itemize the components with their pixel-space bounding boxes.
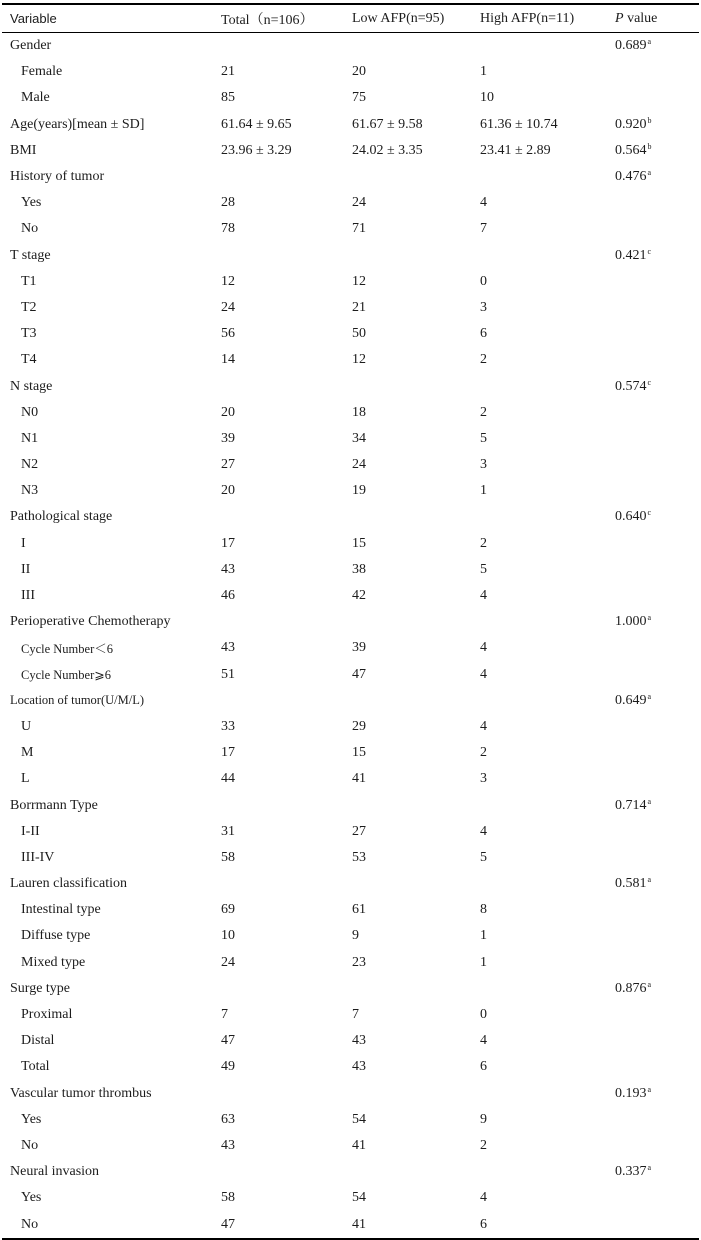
cell-p-value: [615, 719, 699, 735]
cell-low-afp: 23: [352, 954, 366, 970]
cell-high-afp: 6: [480, 326, 487, 342]
row-label: BMI: [10, 142, 37, 158]
table-row: [2, 923, 699, 949]
cell-high-afp: 4: [480, 1033, 487, 1049]
row-label: L: [21, 771, 30, 787]
table-row: [2, 792, 699, 818]
cell-p-value: [615, 798, 699, 814]
row-label: Intestinal type: [21, 902, 101, 918]
row-label: Proximal: [21, 1007, 73, 1023]
row-label: Pathological stage: [10, 509, 113, 525]
header-low-afp: Low AFP(n=95): [352, 10, 445, 26]
clinical-characteristics-table: [2, 3, 699, 1240]
p-value-footnote-mark: a: [647, 1163, 652, 1173]
header-variable: Variable: [10, 11, 57, 26]
cell-low-afp: 9: [352, 928, 359, 944]
cell-high-afp: 3: [480, 299, 487, 315]
cell-high-afp: 6: [480, 1059, 487, 1075]
row-label: Cycle Number⩾6: [21, 667, 111, 682]
cell-low-afp: 18: [352, 404, 366, 420]
table-row: [2, 295, 699, 321]
cell-p-value: [615, 1033, 699, 1049]
p-value-footnote-mark: a: [647, 613, 652, 623]
cell-low-afp: 20: [352, 64, 366, 80]
cell-high-afp: 5: [480, 561, 487, 577]
cell-total: 51: [221, 666, 235, 682]
cell-high-afp: 5: [480, 849, 487, 865]
cell-total: 58: [221, 849, 235, 865]
table-row: [2, 269, 699, 295]
table-row: [2, 112, 699, 138]
cell-high-afp: 3: [480, 771, 487, 787]
table-row: [2, 452, 699, 478]
table-row: [2, 1054, 699, 1080]
table-row: [2, 1133, 699, 1159]
p-value-footnote-mark: b: [647, 115, 652, 125]
row-label: N3: [21, 483, 39, 499]
cell-low-afp: 34: [352, 430, 366, 446]
table-row: [2, 59, 699, 85]
row-label: Male: [21, 90, 50, 106]
table-row: [2, 504, 699, 530]
cell-low-afp: 42: [352, 588, 366, 604]
cell-high-afp: 8: [480, 902, 487, 918]
row-label: Cycle Number＜6: [21, 642, 113, 657]
p-value-footnote-mark: a: [647, 796, 652, 806]
table-row: [2, 373, 699, 399]
cell-p-value: [615, 352, 699, 368]
p-value-number: 0.920: [615, 116, 647, 132]
table-row: [2, 426, 699, 452]
cell-high-afp: 7: [480, 221, 487, 237]
cell-low-afp: 43: [352, 1059, 366, 1075]
cell-p-value: [615, 195, 699, 211]
cell-high-afp: 2: [480, 745, 487, 761]
cell-total: 58: [221, 1190, 235, 1206]
cell-p-value: [615, 64, 699, 80]
cell-total: 46: [221, 588, 235, 604]
cell-total: 12: [221, 273, 235, 289]
cell-high-afp: 5: [480, 430, 487, 446]
cell-total: 20: [221, 404, 235, 420]
cell-low-afp: 47: [352, 666, 366, 682]
cell-p-value: [615, 850, 699, 866]
p-value-footnote-mark: c: [647, 377, 652, 387]
cell-total: 7: [221, 1007, 228, 1023]
table-row: [2, 609, 699, 635]
table-row: [2, 635, 699, 661]
cell-total: 56: [221, 326, 235, 342]
row-label: Borrmann Type: [10, 797, 98, 813]
table-row: [2, 662, 699, 688]
cell-low-afp: 21: [352, 299, 366, 315]
cell-total: 43: [221, 561, 235, 577]
p-value-number: 0.193: [615, 1085, 647, 1101]
cell-p-value: [615, 1086, 699, 1102]
cell-total: 43: [221, 640, 235, 656]
cell-total: 10: [221, 928, 235, 944]
cell-high-afp: 1: [480, 954, 487, 970]
cell-high-afp: 4: [480, 640, 487, 656]
table-header: [2, 5, 699, 32]
row-label: No: [21, 1137, 39, 1153]
table-row: [2, 976, 699, 1002]
row-label: N2: [21, 457, 39, 473]
cell-p-value: [615, 1138, 699, 1154]
table-row: [2, 1211, 699, 1237]
row-label: T stage: [10, 247, 51, 263]
cell-low-afp: 54: [352, 1190, 366, 1206]
cell-p-value: [615, 326, 699, 342]
cell-p-value: [615, 143, 699, 159]
cell-p-value: [615, 483, 699, 499]
cell-low-afp: 61.67 ± 9.58: [352, 116, 423, 132]
cell-total: 24: [221, 299, 235, 315]
table-row: [2, 1028, 699, 1054]
cell-total: 85: [221, 90, 235, 106]
table-row: [2, 819, 699, 845]
table-row: [2, 478, 699, 504]
cell-total: 23.96 ± 3.29: [221, 142, 292, 158]
row-label: T4: [21, 352, 37, 368]
cell-low-afp: 75: [352, 90, 366, 106]
p-value-number: 0.581: [615, 876, 647, 892]
table-row: [2, 740, 699, 766]
cell-total: 20: [221, 483, 235, 499]
cell-low-afp: 12: [352, 273, 366, 289]
row-label: Yes: [21, 1111, 42, 1127]
row-label: N stage: [10, 378, 53, 394]
cell-p-value: [615, 221, 699, 237]
table-row: [2, 688, 699, 714]
cell-low-afp: 39: [352, 640, 366, 656]
cell-low-afp: 38: [352, 561, 366, 577]
table-row: [2, 1159, 699, 1185]
row-label: Perioperative Chemotherapy: [10, 614, 171, 630]
cell-low-afp: 43: [352, 1033, 366, 1049]
row-label: III: [21, 588, 35, 604]
p-value-footnote-mark: a: [647, 37, 652, 47]
p-value-number: 0.640: [615, 509, 647, 525]
cell-high-afp: 23.41 ± 2.89: [480, 142, 551, 158]
cell-p-value: [615, 1190, 699, 1206]
row-label: III-IV: [21, 849, 55, 865]
table-row: [2, 557, 699, 583]
cell-low-afp: 41: [352, 1137, 366, 1153]
cell-p-value: [615, 1164, 699, 1180]
cell-total: 78: [221, 221, 235, 237]
header-p-suffix: value: [623, 10, 658, 26]
cell-low-afp: 61: [352, 902, 366, 918]
cell-p-value: [615, 1112, 699, 1128]
table-body: [2, 33, 699, 1238]
p-value-footnote-mark: c: [647, 246, 652, 256]
cell-low-afp: 24: [352, 457, 366, 473]
cell-high-afp: 4: [480, 666, 487, 682]
p-value-number: 0.564: [615, 142, 647, 158]
cell-high-afp: 1: [480, 928, 487, 944]
cell-low-afp: 71: [352, 221, 366, 237]
cell-p-value: [615, 117, 699, 133]
p-value-footnote-mark: a: [647, 979, 652, 989]
cell-p-value: [615, 588, 699, 604]
row-label: Lauren classification: [10, 876, 128, 892]
cell-low-afp: 15: [352, 745, 366, 761]
cell-high-afp: 0: [480, 273, 487, 289]
cell-high-afp: 6: [480, 1216, 487, 1232]
row-label: Diffuse type: [21, 928, 91, 944]
cell-low-afp: 27: [352, 823, 366, 839]
table-row: [2, 871, 699, 897]
cell-p-value: [615, 928, 699, 944]
row-label: Neural invasion: [10, 1164, 100, 1180]
cell-high-afp: 1: [480, 483, 487, 499]
cell-total: 49: [221, 1059, 235, 1075]
table-row: [2, 950, 699, 976]
cell-low-afp: 12: [352, 352, 366, 368]
cell-low-afp: 54: [352, 1111, 366, 1127]
table-row: [2, 321, 699, 347]
cell-total: 61.64 ± 9.65: [221, 116, 292, 132]
cell-high-afp: 0: [480, 1007, 487, 1023]
p-value-number: 1.000: [615, 614, 647, 630]
cell-low-afp: 24.02 ± 3.35: [352, 142, 423, 158]
header-p-letter: P: [615, 10, 624, 26]
cell-total: 47: [221, 1216, 235, 1232]
cell-p-value: [615, 38, 699, 54]
cell-p-value: [615, 457, 699, 473]
cell-p-value: [615, 1059, 699, 1075]
cell-p-value: [615, 1007, 699, 1023]
cell-high-afp: 10: [480, 90, 494, 106]
cell-p-value: [615, 1217, 699, 1233]
p-value-footnote-mark: a: [647, 691, 652, 701]
p-value-number: 0.421: [615, 247, 647, 263]
cell-p-value: [615, 405, 699, 421]
row-label: Yes: [21, 1190, 42, 1206]
row-label: T3: [21, 326, 37, 342]
cell-total: 63: [221, 1111, 235, 1127]
p-value-number: 0.574: [615, 378, 647, 394]
row-label: Distal: [21, 1033, 55, 1049]
cell-p-value: [615, 169, 699, 185]
p-value-footnote-mark: a: [647, 1084, 652, 1094]
table-row: [2, 190, 699, 216]
table-row: [2, 1107, 699, 1133]
table-row: [2, 531, 699, 557]
cell-p-value: [615, 745, 699, 761]
row-label: Vascular tumor thrombus: [10, 1085, 152, 1101]
cell-p-value: [615, 274, 699, 290]
cell-low-afp: 41: [352, 771, 366, 787]
p-value-footnote-mark: a: [647, 168, 652, 178]
row-label: No: [21, 1216, 39, 1232]
p-value-footnote-mark: a: [647, 875, 652, 885]
cell-total: 31: [221, 823, 235, 839]
cell-p-value: [615, 90, 699, 106]
row-label: No: [21, 221, 39, 237]
p-value-number: 0.876: [615, 980, 647, 996]
cell-total: 33: [221, 718, 235, 734]
row-label: Age(years)[mean ± SD]: [10, 116, 145, 132]
cell-high-afp: 4: [480, 588, 487, 604]
cell-high-afp: 2: [480, 535, 487, 551]
cell-high-afp: 4: [480, 718, 487, 734]
cell-p-value: [615, 431, 699, 447]
cell-total: 24: [221, 954, 235, 970]
row-label: T2: [21, 299, 37, 315]
cell-low-afp: 7: [352, 1007, 359, 1023]
cell-p-value: [615, 771, 699, 787]
cell-total: 27: [221, 457, 235, 473]
table-row: [2, 138, 699, 164]
p-value-footnote-mark: b: [647, 141, 652, 151]
table-row: [2, 766, 699, 792]
cell-p-value: [615, 536, 699, 552]
p-value-number: 0.649: [615, 692, 647, 708]
cell-low-afp: 15: [352, 535, 366, 551]
row-label: Surge type: [10, 980, 71, 996]
cell-p-value: [615, 955, 699, 971]
row-label: Gender: [10, 38, 52, 54]
cell-p-value: [615, 248, 699, 264]
cell-total: 69: [221, 902, 235, 918]
table-row: [2, 845, 699, 871]
cell-p-value: [615, 640, 699, 656]
row-label: I: [21, 535, 26, 551]
cell-p-value: [615, 981, 699, 997]
cell-p-value: [615, 693, 699, 709]
cell-total: 17: [221, 535, 235, 551]
cell-total: 28: [221, 195, 235, 211]
cell-high-afp: 4: [480, 823, 487, 839]
cell-p-value: [615, 902, 699, 918]
cell-high-afp: 2: [480, 352, 487, 368]
cell-low-afp: 29: [352, 718, 366, 734]
cell-high-afp: 9: [480, 1111, 487, 1127]
header-p-value: [615, 11, 699, 27]
table-row: [2, 216, 699, 242]
cell-total: 47: [221, 1033, 235, 1049]
cell-low-afp: 53: [352, 849, 366, 865]
cell-high-afp: 2: [480, 1137, 487, 1153]
cell-low-afp: 50: [352, 326, 366, 342]
table-row: [2, 347, 699, 373]
table-row: [2, 164, 699, 190]
row-label: M: [21, 745, 34, 761]
cell-total: 39: [221, 430, 235, 446]
cell-high-afp: 61.36 ± 10.74: [480, 116, 558, 132]
cell-high-afp: 4: [480, 195, 487, 211]
row-label: Total: [21, 1059, 50, 1075]
cell-p-value: [615, 824, 699, 840]
cell-total: 14: [221, 352, 235, 368]
cell-low-afp: 19: [352, 483, 366, 499]
table-row: [2, 400, 699, 426]
cell-low-afp: 24: [352, 195, 366, 211]
cell-p-value: [615, 562, 699, 578]
cell-total: 21: [221, 64, 235, 80]
cell-low-afp: 41: [352, 1216, 366, 1232]
table-row: [2, 85, 699, 111]
cell-high-afp: 2: [480, 404, 487, 420]
row-label: Location of tumor(U/M/L): [10, 693, 144, 708]
table-row: [2, 1081, 699, 1107]
cell-total: 44: [221, 771, 235, 787]
row-label: Mixed type: [21, 954, 86, 970]
cell-high-afp: 4: [480, 1190, 487, 1206]
p-value-number: 0.337: [615, 1164, 647, 1180]
cell-p-value: [615, 667, 699, 683]
header-high-afp: High AFP(n=11): [480, 10, 575, 26]
table-row: [2, 1185, 699, 1211]
p-value-number: 0.714: [615, 797, 647, 813]
table-row: [2, 33, 699, 59]
p-value-number: 0.476: [615, 169, 647, 185]
cell-p-value: [615, 509, 699, 525]
row-label: N1: [21, 430, 39, 446]
cell-high-afp: 1: [480, 64, 487, 80]
table-row: [2, 714, 699, 740]
cell-p-value: [615, 876, 699, 892]
cell-high-afp: 3: [480, 457, 487, 473]
p-value-number: 0.689: [615, 38, 647, 54]
row-label: II: [21, 561, 31, 577]
row-label: I-II: [21, 823, 40, 839]
table-row: [2, 1002, 699, 1028]
table-row: [2, 243, 699, 269]
cell-p-value: [615, 300, 699, 316]
table-row: [2, 897, 699, 923]
row-label: T1: [21, 273, 37, 289]
cell-total: 43: [221, 1137, 235, 1153]
row-label: N0: [21, 404, 39, 420]
row-label: History of tumor: [10, 169, 105, 185]
row-label: Female: [21, 64, 63, 80]
cell-total: 17: [221, 745, 235, 761]
row-label: Yes: [21, 195, 42, 211]
header-total: Total（n=106）: [221, 12, 314, 28]
table-row: [2, 583, 699, 609]
row-label: U: [21, 718, 32, 734]
cell-p-value: [615, 614, 699, 630]
cell-p-value: [615, 379, 699, 395]
p-value-footnote-mark: c: [647, 508, 652, 518]
